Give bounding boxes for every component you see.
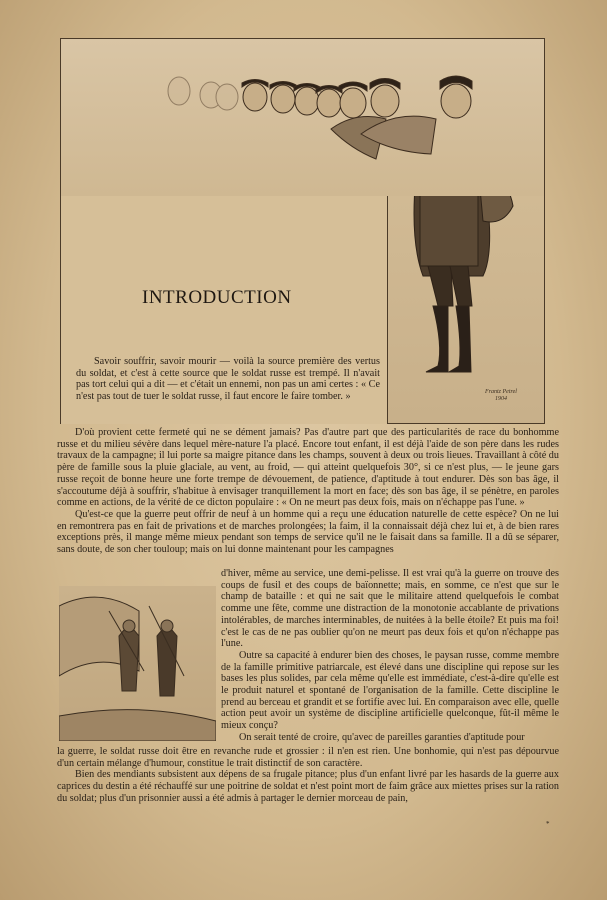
paragraph-7: la guerre, le soldat russe doit être en revanche rude et grossier : il n'en est rien. Une bonhomie, qui n'est pas dépourvue d'un certain mélange d'humour, constitue le trait distinctif de son caractère. [57,746,559,769]
paragraph-4: d'hiver, même au service, une demi-pelisse. Il est vrai qu'à la guerre on trouve des coups de fusil et des coups de baïonnette; mais, en somme, ce n'est que sur le champ de bataille : et qui ne sait que le militaire attend quelquefois le combat comme une fête, comme une distraction de la monotonie accablante de privations intolérables, de marches interminables, de nuitées à la belle étoile? Et puis ma foi! c'est le cas de ne pas oublier qu'on ne meurt pas deux fois et qu'on n'échappe pas l'une. [221,568,559,650]
paragraph-3: Qu'est-ce que la guerre peut offrir de neuf à un homme qui a reçu une éducation naturelle de cette espèce? On ne lui en remontrera pas en fait de privations et de marches prolongées; la faim, il la connaissait déjà chez lui et, à de bien rares exceptions près, il mange même mieux pendant son temps de service qu'il ne le faisait dans sa famille. Il a dû se séparer, sans doute, de son cher touloup; mais on lui donne maintenant pour les campagnes [57,508,559,556]
soldiers-with-rifles-illustration [59,586,216,741]
text-block-1 [76,356,380,403]
paragraph-6: On serait tenté de croire, qu'avec de pareilles garanties d'aptitude pour [239,731,525,743]
text-block-3 [221,568,559,744]
signature-year: 1904 [495,396,507,402]
chapter-heading: INTRODUCTION [142,287,292,308]
paragraph-2: D'où provient cette fermeté qui ne se dément jamais? Pas d'autre part que des particularités de race du bonhomme russe et du milieu sévère dans lequel mère-nature l'a placé. Encore tout enfant, il est déjà l'aide de son père dans les rudes travaux de la campagne; il lui porte sa maigre pitance dans les champs, souvent à deux ou trois lieues. Travaillant à côté du père de famille sous la pluie glaciale, au vent, au froid, — qui atteint quelquefois 30°, si ce n'est plus, — le jeune gars russe reçoit de bonne heure une forte trempe de dévouement, de patience, d'aptitude à tout endurer. Dès son bas âge, il s'accoutume déjà à souffrir, s'habitue à envisager tranquillement la mort en face; dès son bas âge, il se pénètre, en paroles comme en actions, de la vérité de ce dicton populaire : « On ne meurt pas deux fois, mais on n'échappe pas l'une. » [57,427,559,509]
text-block-4 [57,746,559,805]
paragraph-8: Bien des mendiants subsistent aux dépens de sa frugale pitance; plus d'un enfant livré par les hasards de la guerre aux caprices du destin a été réchauffé sur une poitrine de soldat et n'est point mort de faim grâce aux miettes prises sur la ration du soldat; plus d'un prisonnier aussi a été admis à partager le dernier morceau de pain, [57,769,559,804]
text-block-2 [57,427,559,556]
paragraph-5: Outre sa capacité à endurer bien des choses, le paysan russe, comme membre de la famille primitive patriarcale, est élevé dans une discipline qui repose sur les bases les plus solides, par cela même qu'elle est immédiate, c'est-à-dire qu'elle est le produit naturel et spontané de l'organisation de la famille. Cette discipline le prend au berceau et grandit et se fortifie avec lui. En comparaison avec elle, quelle action peut avoir un système de discipline artificielle quelconque, fût-il même le mieux conçu? [221,649,559,732]
signature-name: Frantz Petrel [485,389,517,395]
page-mark: * [546,820,550,828]
paragraph-1: Savoir souffrir, savoir mourir — voilà la source première des vertus du soldat, et c'est à cette source que le soldat russe est trempé. Il n'avait pas tort celui qui a dit — et c'était un ennemi, non pas un ami certes : « Ce n'est pas tout de tuer le soldat russe, il faut encore le faire tomber. » [76,356,380,403]
soldiers-rifles-drawing [59,586,216,741]
